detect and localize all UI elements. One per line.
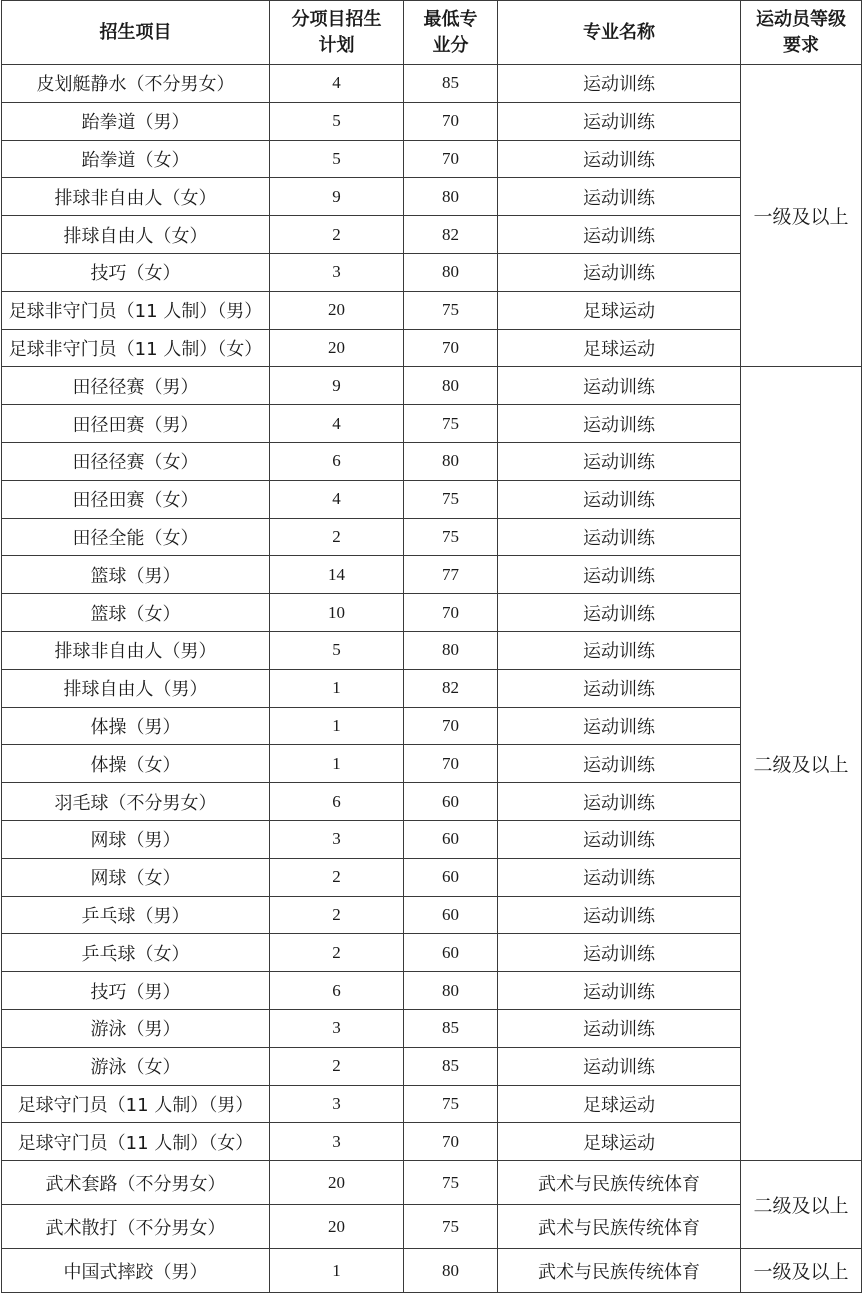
project-cell: 田径径赛（男）: [2, 367, 270, 405]
major-cell: 运动训练: [498, 253, 741, 291]
project-cell: 网球（女）: [2, 858, 270, 896]
table-row: [2, 972, 862, 1010]
major-cell: 运动训练: [498, 367, 741, 405]
header-project: [2, 1, 270, 65]
project-cell: 田径全能（女）: [2, 518, 270, 556]
min-score-cell: 75: [404, 405, 498, 443]
table-row: [2, 1249, 862, 1293]
level-requirement-cell: 二级及以上: [741, 1161, 862, 1249]
min-score-cell: 75: [404, 1085, 498, 1123]
project-cell: 武术散打（不分男女）: [2, 1205, 270, 1249]
plan-cell: 20: [270, 1161, 404, 1205]
min-score-cell: 80: [404, 178, 498, 216]
min-score-cell: 80: [404, 253, 498, 291]
project-cell: 技巧（女）: [2, 253, 270, 291]
table-row: [2, 631, 862, 669]
table-row: [2, 707, 862, 745]
min-score-cell: 80: [404, 1249, 498, 1293]
table-row: [2, 896, 862, 934]
plan-cell: 9: [270, 367, 404, 405]
min-score-cell: 75: [404, 291, 498, 329]
plan-cell: 2: [270, 858, 404, 896]
min-score-cell: 70: [404, 594, 498, 632]
min-score-cell: 70: [404, 140, 498, 178]
header-line: 业分: [432, 34, 469, 56]
project-cell: 排球非自由人（女）: [2, 178, 270, 216]
plan-cell: 4: [270, 65, 404, 103]
plan-cell: 2: [270, 896, 404, 934]
header-min-score: [404, 1, 498, 65]
plan-cell: 1: [270, 707, 404, 745]
min-score-cell: 75: [404, 518, 498, 556]
major-cell: 足球运动: [498, 1123, 741, 1161]
min-score-cell: 70: [404, 329, 498, 367]
header-line: 招生项目: [99, 21, 172, 43]
plan-cell: 20: [270, 291, 404, 329]
min-score-cell: 85: [404, 1047, 498, 1085]
plan-cell: 6: [270, 783, 404, 821]
project-cell: 游泳（男）: [2, 1009, 270, 1047]
project-cell: 体操（男）: [2, 707, 270, 745]
project-cell: 体操（女）: [2, 745, 270, 783]
table-row: [2, 820, 862, 858]
project-cell: 乒乓球（男）: [2, 896, 270, 934]
header-major: [498, 1, 741, 65]
project-cell: 技巧（男）: [2, 972, 270, 1010]
plan-cell: 6: [270, 442, 404, 480]
plan-cell: 3: [270, 820, 404, 858]
min-score-cell: 60: [404, 858, 498, 896]
major-cell: 运动训练: [498, 216, 741, 254]
plan-cell: 14: [270, 556, 404, 594]
plan-cell: 5: [270, 102, 404, 140]
plan-cell: 9: [270, 178, 404, 216]
header-line: 最低专: [423, 8, 478, 30]
min-score-cell: 85: [404, 1009, 498, 1047]
plan-cell: 2: [270, 1047, 404, 1085]
major-cell: 运动训练: [498, 669, 741, 707]
admissions-table: [1, 0, 862, 1293]
table-row: [2, 556, 862, 594]
plan-cell: 10: [270, 594, 404, 632]
major-cell: 武术与民族传统体育: [498, 1161, 741, 1205]
plan-cell: 1: [270, 669, 404, 707]
major-cell: 运动训练: [498, 442, 741, 480]
project-cell: 篮球（男）: [2, 556, 270, 594]
major-cell: 运动训练: [498, 631, 741, 669]
plan-cell: 4: [270, 405, 404, 443]
min-score-cell: 60: [404, 820, 498, 858]
header-line: 分项目招生: [291, 8, 382, 30]
table-row: [2, 65, 862, 103]
plan-cell: 3: [270, 1085, 404, 1123]
project-cell: 排球自由人（女）: [2, 216, 270, 254]
plan-cell: 3: [270, 1123, 404, 1161]
project-cell: 跆拳道（女）: [2, 140, 270, 178]
project-cell: 足球非守门员（11 人制）（女）: [2, 329, 270, 367]
project-cell: 羽毛球（不分男女）: [2, 783, 270, 821]
min-score-cell: 75: [404, 1161, 498, 1205]
plan-cell: 20: [270, 1205, 404, 1249]
table-row: [2, 1047, 862, 1085]
plan-cell: 2: [270, 518, 404, 556]
table-row: [2, 216, 862, 254]
plan-cell: 3: [270, 1009, 404, 1047]
table-row: [2, 367, 862, 405]
header-line: 运动员等级: [756, 8, 846, 30]
table-row: [2, 934, 862, 972]
table-row: [2, 1009, 862, 1047]
major-cell: 运动训练: [498, 140, 741, 178]
header-row: [2, 1, 862, 65]
project-cell: 网球（男）: [2, 820, 270, 858]
major-cell: 运动训练: [498, 518, 741, 556]
project-cell: 中国式摔跤（男）: [2, 1249, 270, 1293]
min-score-cell: 60: [404, 783, 498, 821]
min-score-cell: 80: [404, 367, 498, 405]
project-cell: 乒乓球（女）: [2, 934, 270, 972]
major-cell: 运动训练: [498, 707, 741, 745]
table-row: [2, 669, 862, 707]
major-cell: 运动训练: [498, 556, 741, 594]
header-line: 计划: [318, 34, 355, 56]
major-cell: 足球运动: [498, 1085, 741, 1123]
plan-cell: 5: [270, 631, 404, 669]
major-cell: 运动训练: [498, 972, 741, 1010]
plan-cell: 5: [270, 140, 404, 178]
min-score-cell: 80: [404, 631, 498, 669]
major-cell: 武术与民族传统体育: [498, 1205, 741, 1249]
level-requirement-cell: 一级及以上: [741, 65, 862, 367]
major-cell: 足球运动: [498, 291, 741, 329]
table-row: [2, 1085, 862, 1123]
min-score-cell: 70: [404, 1123, 498, 1161]
min-score-cell: 85: [404, 65, 498, 103]
project-cell: 皮划艇静水（不分男女）: [2, 65, 270, 103]
table-row: [2, 329, 862, 367]
major-cell: 运动训练: [498, 178, 741, 216]
project-cell: 田径田赛（女）: [2, 480, 270, 518]
header-line: 要求: [783, 34, 819, 56]
plan-cell: 1: [270, 745, 404, 783]
table-row: [2, 442, 862, 480]
project-cell: 排球非自由人（男）: [2, 631, 270, 669]
min-score-cell: 82: [404, 669, 498, 707]
table-row: [2, 1161, 862, 1205]
project-cell: 足球守门员（11 人制）（女）: [2, 1123, 270, 1161]
project-cell: 跆拳道（男）: [2, 102, 270, 140]
project-cell: 足球守门员（11 人制）（男）: [2, 1085, 270, 1123]
min-score-cell: 75: [404, 1205, 498, 1249]
major-cell: 运动训练: [498, 820, 741, 858]
major-cell: 足球运动: [498, 329, 741, 367]
major-cell: 运动训练: [498, 934, 741, 972]
major-cell: 武术与民族传统体育: [498, 1249, 741, 1293]
major-cell: 运动训练: [498, 745, 741, 783]
table-row: [2, 102, 862, 140]
table-row: [2, 1123, 862, 1161]
major-cell: 运动训练: [498, 858, 741, 896]
project-cell: 足球非守门员（11 人制）（男）: [2, 291, 270, 329]
table-row: [2, 745, 862, 783]
table-row: [2, 480, 862, 518]
min-score-cell: 70: [404, 745, 498, 783]
project-cell: 游泳（女）: [2, 1047, 270, 1085]
project-cell: 田径径赛（女）: [2, 442, 270, 480]
project-cell: 田径田赛（男）: [2, 405, 270, 443]
header-plan: [270, 1, 404, 65]
level-requirement-cell: 二级及以上: [741, 367, 862, 1161]
table-row: [2, 783, 862, 821]
min-score-cell: 70: [404, 707, 498, 745]
major-cell: 运动训练: [498, 65, 741, 103]
plan-cell: 6: [270, 972, 404, 1010]
table-row: [2, 140, 862, 178]
table-row: [2, 405, 862, 443]
major-cell: 运动训练: [498, 783, 741, 821]
major-cell: 运动训练: [498, 1009, 741, 1047]
min-score-cell: 77: [404, 556, 498, 594]
major-cell: 运动训练: [498, 594, 741, 632]
plan-cell: 4: [270, 480, 404, 518]
major-cell: 运动训练: [498, 480, 741, 518]
plan-cell: 2: [270, 216, 404, 254]
major-cell: 运动训练: [498, 102, 741, 140]
major-cell: 运动训练: [498, 1047, 741, 1085]
table-row: [2, 858, 862, 896]
header-line: 专业名称: [583, 21, 655, 43]
level-requirement-cell: 一级及以上: [741, 1249, 862, 1293]
table-body: [2, 65, 862, 1293]
min-score-cell: 70: [404, 102, 498, 140]
plan-cell: 20: [270, 329, 404, 367]
min-score-cell: 80: [404, 972, 498, 1010]
table-row: [2, 178, 862, 216]
plan-cell: 1: [270, 1249, 404, 1293]
project-cell: 武术套路（不分男女）: [2, 1161, 270, 1205]
min-score-cell: 60: [404, 896, 498, 934]
table-row: [2, 1205, 862, 1249]
major-cell: 运动训练: [498, 896, 741, 934]
major-cell: 运动训练: [498, 405, 741, 443]
table-row: [2, 291, 862, 329]
header-level: [741, 1, 862, 65]
min-score-cell: 80: [404, 442, 498, 480]
min-score-cell: 82: [404, 216, 498, 254]
table-row: [2, 594, 862, 632]
plan-cell: 3: [270, 253, 404, 291]
table-row: [2, 253, 862, 291]
min-score-cell: 60: [404, 934, 498, 972]
project-cell: 篮球（女）: [2, 594, 270, 632]
table-header: [2, 1, 862, 65]
table-row: [2, 518, 862, 556]
min-score-cell: 75: [404, 480, 498, 518]
project-cell: 排球自由人（男）: [2, 669, 270, 707]
plan-cell: 2: [270, 934, 404, 972]
